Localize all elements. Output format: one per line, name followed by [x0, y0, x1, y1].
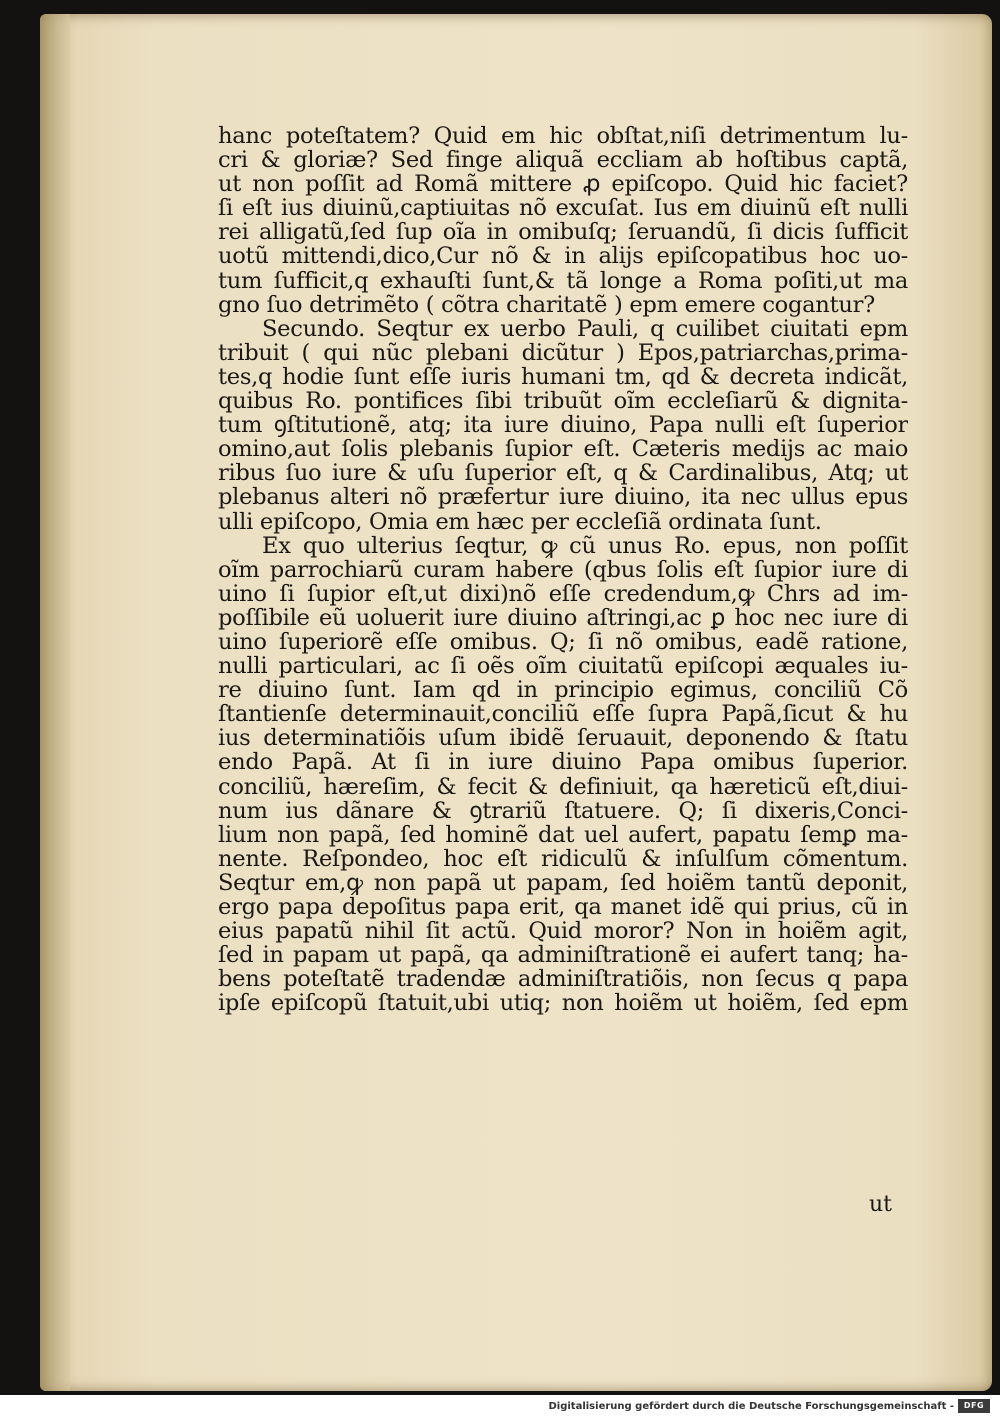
text-line: nente. Reſpondeo, hoc eſt ridiculũ & inſulſum cõmentum. — [218, 846, 908, 871]
text-line: cri & gloriæ? Sed finge aliquã eccliam ab hoſtibus captã, — [218, 148, 908, 173]
text-line: ſed in papam ut papã, qa adminiſtrationẽ ei aufert tanq; ha- — [218, 943, 908, 968]
text-line: uotũ mittendi,dico,Cur nõ & in alijs epiſcopatibus hoc uo- — [218, 244, 908, 269]
text-line: ulli epiſcopo, Omia em hæc per eccleſiã ordinata ſunt. — [218, 509, 822, 534]
text-line: ſi eſt ius diuinũ,captiuitas nõ excuſat. Ius em diuinũ eſt nulli — [218, 196, 908, 221]
text-line: gno ſuo detrimẽto ( cõtra charitatẽ ) epm emere cogantur? — [218, 292, 875, 317]
text-line: uino ſi ſupior eſt,ut dixi)nõ eſſe credendum,ꝙ Chrs ad im- — [218, 581, 908, 606]
text-line: ſtantienſe determinauit,conciliũ eſſe ſupra Papã,ſicut & hu — [218, 702, 908, 727]
text-line: ribus ſuo iure & uſu ſuperior eſt, q & Cardinalibus, Atq; ut — [218, 461, 908, 486]
text-line: rei alligatũ,ſed ſup oĩa in omibuſq; ſeruandũ, ſi dicis ſufficit — [218, 220, 908, 245]
text-line: ergo papa depoſitus papa erit, qa manet idẽ qui prius, cũ in — [218, 895, 908, 920]
text-line: ius determinatiõis uſum ibidẽ ſeruauit, deponendo & ſtatu — [218, 726, 908, 751]
text-line: Secundo. Seqtur ex uerbo Pauli, q cuilibet ciuitati epm — [262, 316, 908, 341]
text-line: tum ſufficit,q exhauſti ſunt,& tã longe a Roma poſiti,ut ma — [218, 268, 908, 293]
text-line: oĩm parrochiarũ curam habere (qbus ſolis eſt ſupior iure di — [218, 557, 908, 582]
text-line: tribuit ( qui nũc plebani dicũtur ) Epos,patriarchas,prima- — [218, 340, 908, 365]
text-line: nulli particulari, ac ſi oẽs oĩm ciuitatũ epiſcopi æquales iu- — [218, 654, 908, 679]
text-line: tes,q hodie ſunt eſſe iuris humani tm, qd & decreta indicãt, — [218, 364, 908, 390]
text-line: endo Papã. At ſi in iure diuino Papa omibus ſuperior. — [218, 750, 908, 775]
text-line: poſſibile eũ uoluerit iure diuino aſtringi,ac ꝑ hoc nec iure di — [218, 605, 908, 630]
text-line: uino ſuperiorẽ eſſe omibus. Q; ſi nõ omibus, eadẽ ratione, — [218, 629, 908, 655]
text-line: lium non papã, ſed hominẽ dat uel aufert, papatu ſemꝑ ma- — [218, 822, 908, 847]
funding-notice: Digitalisierung gefördert durch die Deutsche Forschungsgemeinschaft - — [548, 1401, 954, 1412]
text-line: ipſe epiſcopũ ſtatuit,ubi utiq; non hoiẽm ut hoiẽm, ſed epm — [218, 991, 908, 1016]
dfg-logo: DFG — [958, 1399, 990, 1413]
page-gutter — [40, 14, 70, 1391]
text-line: plebanus alteri nõ præfertur iure diuino, ita nec ullus epus — [218, 485, 908, 510]
footer-bar — [0, 1395, 1000, 1419]
text-line: num ius dãnare & ꝯtrariũ ſtatuere. Q; ſi dixeris,Conci- — [218, 798, 908, 823]
text-line: re diuino ſunt. Iam qd in principio egimus, conciliũ Cõ — [218, 678, 908, 703]
body-text — [218, 124, 908, 1015]
text-line: tum ꝯſtitutionẽ, atq; ita iure diuino, Papa nulli eſt ſuperior — [218, 413, 908, 438]
text-line: hanc poteſtatem? Quid em hic obſtat,niſi detrimentum lu- — [218, 124, 908, 149]
text-line: eius papatũ nihil ſit actũ. Quid moror? Non in hoiẽm agit, — [218, 919, 908, 944]
text-line: Ex quo ulterius ſeqtur, ꝙ cũ unus Ro. epus, non poſſit — [262, 533, 908, 558]
text-line: ut non poſſit ad Romã mittere ꝓ epiſcopo. Quid hic faciet? — [218, 172, 908, 197]
text-line: omino,aut ſolis plebanis ſupior eſt. Cæteris medijs ac maio — [218, 437, 908, 462]
text-line: Seqtur em,ꝙ non papã ut papam, ſed hoiẽm tantũ deponit, — [218, 870, 908, 895]
text-line: conciliũ, hæreſim, & fecit & definiuit, qa hæreticũ eſt,diui- — [218, 774, 908, 799]
catchword: ut — [868, 1192, 892, 1217]
text-line: quibus Ro. pontifices ſibi tribuũt oĩm eccleſiarũ & dignita- — [218, 389, 908, 414]
text-line: bens poteſtatẽ tradendæ adminiſtratiõis, non ſecus q papa — [218, 967, 908, 992]
